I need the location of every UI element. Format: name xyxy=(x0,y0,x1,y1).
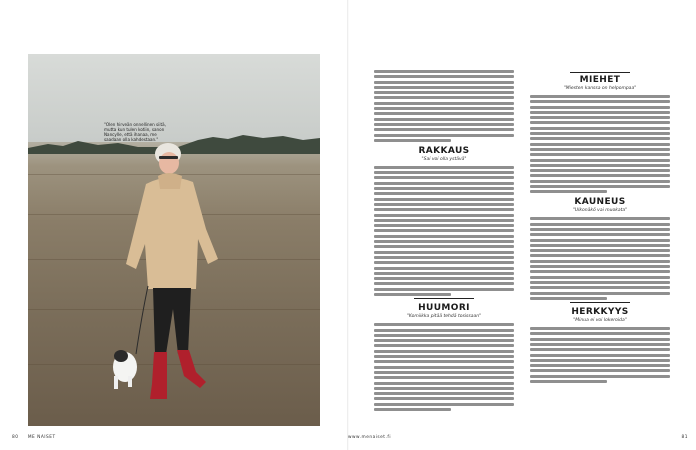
section-sub-miehet: "Miesten kanssa on helpompaa" xyxy=(563,86,637,91)
footer-left xyxy=(12,435,56,440)
section-sub-rakkaus: "Sai voi olla ystävä" xyxy=(421,156,467,162)
footer-right xyxy=(348,435,688,440)
section-heading-kauneus: KAUNEUS xyxy=(574,197,626,208)
page-number-left: 80 xyxy=(12,435,19,440)
section-rule xyxy=(414,298,474,299)
section-rule xyxy=(570,72,630,73)
portrait-photo xyxy=(28,54,320,426)
right-page xyxy=(348,0,696,450)
section-heading-miehet: MIEHET xyxy=(579,75,621,85)
section-sub-kauneus: "Ulkonäkö vai muokata" xyxy=(572,208,628,214)
magazine-name: ME NAISET xyxy=(27,435,56,440)
section-sub-huumori: "Komiikka pitää tehdä tosissaan" xyxy=(406,314,482,320)
photo-caption: "Olen hirveän onnellinen siitä, mutta kun tulen kotiin, sanon Nancylle, että ihanaa, me saadaan olla kahdestaan." xyxy=(104,122,166,143)
section-heading-rakkaus: RAKKAUS xyxy=(418,145,470,156)
section-rule xyxy=(570,302,630,303)
text-column-1 xyxy=(374,70,514,413)
woman-with-dog-figure xyxy=(28,54,320,426)
page-number-right: 81 xyxy=(681,435,688,440)
text-column-2 xyxy=(530,70,670,385)
section-heading-herkkyys: HERKKYYS xyxy=(571,307,629,318)
section-sub-herkkyys: "Minua ei voi lokeroida" xyxy=(573,318,627,324)
website-url: www.menaiset.fi xyxy=(348,435,392,440)
section-heading-huumori: HUUMORI xyxy=(418,303,470,314)
